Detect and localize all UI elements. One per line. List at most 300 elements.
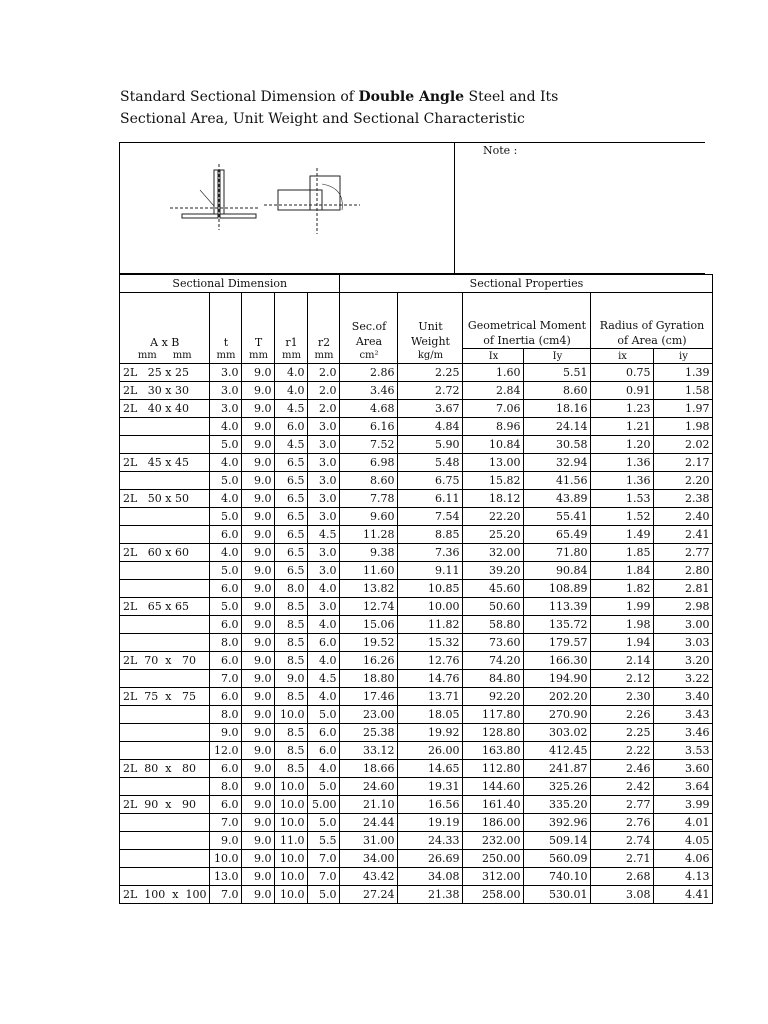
cell-T: 9.0 [242, 724, 275, 742]
cell-T: 9.0 [242, 688, 275, 706]
cell-Iy: 202.20 [524, 688, 591, 706]
cell-area: 34.00 [340, 850, 398, 868]
Ix-unit: Ix [463, 349, 524, 364]
cell-Ix: 45.60 [463, 580, 524, 598]
cell-size: 2L 40 x 40 [120, 400, 210, 418]
cell-area: 25.38 [340, 724, 398, 742]
cell-Ix: 84.80 [463, 670, 524, 688]
cell-iy: 3.64 [654, 778, 713, 796]
cell-Ix: 232.00 [463, 832, 524, 850]
cell-ix: 2.22 [591, 742, 654, 760]
cell-size [120, 634, 210, 652]
cell-weight: 19.92 [398, 724, 463, 742]
cell-area: 9.38 [340, 544, 398, 562]
cell-ix: 1.21 [591, 418, 654, 436]
cell-T: 9.0 [242, 544, 275, 562]
cell-r1: 8.5 [275, 634, 308, 652]
cell-ix: 1.99 [591, 598, 654, 616]
cell-ix: 0.75 [591, 364, 654, 382]
cell-Iy: 412.45 [524, 742, 591, 760]
cell-iy: 4.41 [654, 886, 713, 904]
cell-size: 2L 100 x 100 [120, 886, 210, 904]
cell-size: 2L 80 x 80 [120, 760, 210, 778]
cell-weight: 3.67 [398, 400, 463, 418]
b-unit: mm [172, 350, 192, 362]
cell-T: 9.0 [242, 868, 275, 886]
cell-r1: 4.5 [275, 436, 308, 454]
cell-Ix: 7.06 [463, 400, 524, 418]
cell-T: 9.0 [242, 652, 275, 670]
table-row [120, 652, 713, 670]
cell-iy: 4.05 [654, 832, 713, 850]
cell-Ix: 39.20 [463, 562, 524, 580]
cell-Ix: 10.84 [463, 436, 524, 454]
cell-ix: 0.91 [591, 382, 654, 400]
cell-T: 9.0 [242, 436, 275, 454]
cell-T: 9.0 [242, 364, 275, 382]
cell-r2: 3.0 [308, 472, 340, 490]
cell-ix: 2.76 [591, 814, 654, 832]
cell-ix: 1.85 [591, 544, 654, 562]
cell-iy: 3.60 [654, 760, 713, 778]
cell-T: 9.0 [242, 886, 275, 904]
table-row [120, 814, 713, 832]
cell-Ix: 163.80 [463, 742, 524, 760]
cell-T: 9.0 [242, 526, 275, 544]
cell-r1: 8.5 [275, 616, 308, 634]
cell-Ix: 58.80 [463, 616, 524, 634]
cell-r2: 2.0 [308, 382, 340, 400]
cell-t: 9.0 [210, 724, 242, 742]
cell-weight: 14.65 [398, 760, 463, 778]
cell-t: 7.0 [210, 814, 242, 832]
cell-size [120, 868, 210, 886]
cell-t: 5.0 [210, 472, 242, 490]
cell-iy: 4.13 [654, 868, 713, 886]
cell-t: 5.0 [210, 562, 242, 580]
cell-ix: 2.46 [591, 760, 654, 778]
table-row [120, 868, 713, 886]
table-body [120, 364, 713, 904]
cell-area: 24.44 [340, 814, 398, 832]
cell-size: 2L 60 x 60 [120, 544, 210, 562]
cell-iy: 3.00 [654, 616, 713, 634]
cell-weight: 19.19 [398, 814, 463, 832]
cell-area: 2.86 [340, 364, 398, 382]
cell-ix: 1.98 [591, 616, 654, 634]
cell-ix: 1.94 [591, 634, 654, 652]
cell-ix: 1.52 [591, 508, 654, 526]
table-row [120, 688, 713, 706]
cell-weight: 12.76 [398, 652, 463, 670]
cell-Ix: 117.80 [463, 706, 524, 724]
cell-t: 3.0 [210, 400, 242, 418]
cell-weight: 10.85 [398, 580, 463, 598]
cell-t: 4.0 [210, 544, 242, 562]
cell-ix: 2.42 [591, 778, 654, 796]
cell-size: 2L 25 x 25 [120, 364, 210, 382]
a-unit: mm [137, 350, 157, 362]
cell-size [120, 526, 210, 544]
cell-ix: 1.36 [591, 472, 654, 490]
cell-t: 13.0 [210, 868, 242, 886]
cell-size [120, 472, 210, 490]
cell-iy: 3.53 [654, 742, 713, 760]
cell-area: 3.46 [340, 382, 398, 400]
cell-t: 5.0 [210, 598, 242, 616]
table-row [120, 454, 713, 472]
cell-Iy: 18.16 [524, 400, 591, 418]
table-row [120, 634, 713, 652]
cell-r2: 6.0 [308, 742, 340, 760]
cell-T: 9.0 [242, 418, 275, 436]
cell-area: 18.80 [340, 670, 398, 688]
cell-Ix: 258.00 [463, 886, 524, 904]
table-row [120, 580, 713, 598]
cell-iy: 2.02 [654, 436, 713, 454]
cell-size [120, 742, 210, 760]
table-row [120, 670, 713, 688]
r2-header: r2 [308, 293, 340, 349]
cell-r2: 4.5 [308, 670, 340, 688]
cell-ix: 1.84 [591, 562, 654, 580]
cell-weight: 14.76 [398, 670, 463, 688]
cell-Iy: 509.14 [524, 832, 591, 850]
cell-r1: 4.0 [275, 364, 308, 382]
cell-Ix: 50.60 [463, 598, 524, 616]
cell-ix: 1.53 [591, 490, 654, 508]
note-divider [454, 142, 455, 274]
table-row [120, 724, 713, 742]
cell-weight: 24.33 [398, 832, 463, 850]
cell-iy: 1.98 [654, 418, 713, 436]
cell-weight: 5.48 [398, 454, 463, 472]
cell-T: 9.0 [242, 850, 275, 868]
cell-r2: 5.5 [308, 832, 340, 850]
cell-iy: 4.01 [654, 814, 713, 832]
weight-unit: kg/m [398, 349, 463, 364]
cell-ix: 2.77 [591, 796, 654, 814]
cell-T: 9.0 [242, 382, 275, 400]
cell-Ix: 25.20 [463, 526, 524, 544]
cell-ix: 1.49 [591, 526, 654, 544]
cell-Ix: 32.00 [463, 544, 524, 562]
cell-Iy: 32.94 [524, 454, 591, 472]
cell-t: 6.0 [210, 652, 242, 670]
cell-size [120, 616, 210, 634]
cell-r2: 2.0 [308, 400, 340, 418]
cell-r2: 3.0 [308, 490, 340, 508]
cell-area: 31.00 [340, 832, 398, 850]
cell-weight: 15.32 [398, 634, 463, 652]
cell-r2: 3.0 [308, 544, 340, 562]
cell-r2: 5.0 [308, 706, 340, 724]
cell-Iy: 71.80 [524, 544, 591, 562]
cell-r2: 3.0 [308, 436, 340, 454]
cell-T: 9.0 [242, 616, 275, 634]
cell-t: 7.0 [210, 670, 242, 688]
sectional-properties-header: Sectional Properties [340, 275, 713, 293]
cell-ix: 2.74 [591, 832, 654, 850]
cell-Iy: 530.01 [524, 886, 591, 904]
r1-header: r1 [275, 293, 308, 349]
cell-r2: 5.00 [308, 796, 340, 814]
cell-r2: 3.0 [308, 418, 340, 436]
table-row [120, 490, 713, 508]
cell-t: 6.0 [210, 796, 242, 814]
cell-size [120, 580, 210, 598]
cell-size: 2L 70 x 70 [120, 652, 210, 670]
cell-t: 5.0 [210, 436, 242, 454]
cell-iy: 2.38 [654, 490, 713, 508]
cell-iy: 2.80 [654, 562, 713, 580]
cell-weight: 26.00 [398, 742, 463, 760]
cell-T: 9.0 [242, 742, 275, 760]
cell-weight: 26.69 [398, 850, 463, 868]
cell-T: 9.0 [242, 706, 275, 724]
table-row [120, 436, 713, 454]
table-row [120, 598, 713, 616]
cell-r2: 3.0 [308, 454, 340, 472]
cell-area: 4.68 [340, 400, 398, 418]
cell-Ix: 2.84 [463, 382, 524, 400]
cell-t: 6.0 [210, 526, 242, 544]
r1-unit: mm [275, 349, 308, 364]
cell-size: 2L 50 x 50 [120, 490, 210, 508]
cell-weight: 21.38 [398, 886, 463, 904]
cell-r1: 6.5 [275, 508, 308, 526]
cell-Ix: 144.60 [463, 778, 524, 796]
cell-ix: 1.82 [591, 580, 654, 598]
cell-Ix: 8.96 [463, 418, 524, 436]
cell-t: 8.0 [210, 778, 242, 796]
cell-weight: 4.84 [398, 418, 463, 436]
cell-weight: 8.85 [398, 526, 463, 544]
table-row [120, 382, 713, 400]
cell-r2: 6.0 [308, 724, 340, 742]
table-row [120, 418, 713, 436]
cell-weight: 6.11 [398, 490, 463, 508]
cell-Iy: 90.84 [524, 562, 591, 580]
cell-T: 9.0 [242, 670, 275, 688]
cell-iy: 2.77 [654, 544, 713, 562]
cell-area: 13.82 [340, 580, 398, 598]
cell-r1: 10.0 [275, 796, 308, 814]
cell-T: 9.0 [242, 598, 275, 616]
cell-T: 9.0 [242, 634, 275, 652]
cell-area: 18.66 [340, 760, 398, 778]
cell-area: 27.24 [340, 886, 398, 904]
cell-area: 15.06 [340, 616, 398, 634]
cell-r1: 6.5 [275, 454, 308, 472]
cell-Iy: 392.96 [524, 814, 591, 832]
cell-T: 9.0 [242, 580, 275, 598]
cell-Iy: 24.14 [524, 418, 591, 436]
double-angle-table [119, 274, 713, 904]
cell-r1: 10.0 [275, 706, 308, 724]
group-header-row [120, 275, 713, 293]
cell-T: 9.0 [242, 562, 275, 580]
cell-area: 43.42 [340, 868, 398, 886]
cell-area: 9.60 [340, 508, 398, 526]
cell-t: 3.0 [210, 364, 242, 382]
cell-Iy: 43.89 [524, 490, 591, 508]
cell-t: 5.0 [210, 508, 242, 526]
cell-Ix: 18.12 [463, 490, 524, 508]
cell-r1: 6.5 [275, 526, 308, 544]
cell-t: 4.0 [210, 490, 242, 508]
cell-r1: 10.0 [275, 868, 308, 886]
cell-r2: 7.0 [308, 868, 340, 886]
cell-Iy: 560.09 [524, 850, 591, 868]
cell-T: 9.0 [242, 796, 275, 814]
cell-r1: 10.0 [275, 886, 308, 904]
cell-Iy: 179.57 [524, 634, 591, 652]
area-unit: cm² [340, 349, 398, 364]
cell-area: 8.60 [340, 472, 398, 490]
cell-ix: 2.71 [591, 850, 654, 868]
cell-area: 12.74 [340, 598, 398, 616]
cell-ix: 2.12 [591, 670, 654, 688]
cell-size [120, 850, 210, 868]
cell-t: 10.0 [210, 850, 242, 868]
cell-ix: 2.25 [591, 724, 654, 742]
cell-area: 7.78 [340, 490, 398, 508]
cell-area: 11.60 [340, 562, 398, 580]
cell-r1: 11.0 [275, 832, 308, 850]
cell-Iy: 740.10 [524, 868, 591, 886]
cell-t: 4.0 [210, 454, 242, 472]
cell-r1: 9.0 [275, 670, 308, 688]
cell-ix: 1.23 [591, 400, 654, 418]
cell-r2: 4.5 [308, 526, 340, 544]
table-row [120, 508, 713, 526]
T-unit: mm [242, 349, 275, 364]
cell-t: 6.0 [210, 760, 242, 778]
unit-weight-header: Unit Weight [398, 293, 463, 349]
cell-iy: 4.06 [654, 850, 713, 868]
cell-size [120, 814, 210, 832]
cell-Ix: 92.20 [463, 688, 524, 706]
cell-Ix: 128.80 [463, 724, 524, 742]
cell-size [120, 670, 210, 688]
sectional-dimension-header: Sectional Dimension [120, 275, 340, 293]
cell-r1: 8.5 [275, 598, 308, 616]
cell-Iy: 41.56 [524, 472, 591, 490]
ix-unit: ix [591, 349, 654, 364]
cell-weight: 5.90 [398, 436, 463, 454]
cell-iy: 1.58 [654, 382, 713, 400]
cell-size [120, 562, 210, 580]
cell-iy: 1.97 [654, 400, 713, 418]
cell-iy: 3.20 [654, 652, 713, 670]
title-bold-text: Double Angle [358, 89, 465, 105]
unit-row [120, 349, 713, 364]
cell-r1: 8.5 [275, 652, 308, 670]
cell-T: 9.0 [242, 472, 275, 490]
cell-ix: 1.20 [591, 436, 654, 454]
cell-ix: 2.26 [591, 706, 654, 724]
table-row [120, 526, 713, 544]
cell-weight: 18.05 [398, 706, 463, 724]
cell-area: 16.26 [340, 652, 398, 670]
cell-r2: 5.0 [308, 814, 340, 832]
cell-t: 7.0 [210, 886, 242, 904]
t-unit: mm [210, 349, 242, 364]
cell-size: 2L 65 x 65 [120, 598, 210, 616]
cell-Iy: 325.26 [524, 778, 591, 796]
r2-unit: mm [308, 349, 340, 364]
cell-size [120, 832, 210, 850]
double-angle-drawing [160, 160, 380, 240]
cell-iy: 3.22 [654, 670, 713, 688]
cell-weight: 2.25 [398, 364, 463, 382]
cell-weight: 19.31 [398, 778, 463, 796]
cell-T: 9.0 [242, 508, 275, 526]
cell-area: 17.46 [340, 688, 398, 706]
cell-t: 3.0 [210, 382, 242, 400]
cell-iy: 2.40 [654, 508, 713, 526]
cell-area: 24.60 [340, 778, 398, 796]
table-row [120, 706, 713, 724]
cell-iy: 3.40 [654, 688, 713, 706]
cell-r2: 3.0 [308, 562, 340, 580]
cell-Ix: 250.00 [463, 850, 524, 868]
cell-iy: 3.46 [654, 724, 713, 742]
cell-iy: 2.17 [654, 454, 713, 472]
cell-weight: 6.75 [398, 472, 463, 490]
cell-size: 2L 30 x 30 [120, 382, 210, 400]
cell-Ix: 74.20 [463, 652, 524, 670]
cell-ix: 1.36 [591, 454, 654, 472]
cell-Ix: 161.40 [463, 796, 524, 814]
cell-weight: 2.72 [398, 382, 463, 400]
cell-Iy: 30.58 [524, 436, 591, 454]
table-row [120, 742, 713, 760]
cell-r1: 8.5 [275, 742, 308, 760]
cell-Iy: 166.30 [524, 652, 591, 670]
cell-Ix: 186.00 [463, 814, 524, 832]
cell-Ix: 73.60 [463, 634, 524, 652]
cell-Iy: 303.02 [524, 724, 591, 742]
cell-T: 9.0 [242, 778, 275, 796]
axb-header: A x B [120, 293, 210, 349]
gyration-header: Radius of Gyration of Area (cm) [591, 293, 713, 349]
cell-iy: 3.43 [654, 706, 713, 724]
cell-r1: 8.0 [275, 580, 308, 598]
cell-T: 9.0 [242, 454, 275, 472]
cell-Iy: 5.51 [524, 364, 591, 382]
cell-iy: 2.41 [654, 526, 713, 544]
cell-size [120, 778, 210, 796]
T-header: T [242, 293, 275, 349]
cell-t: 8.0 [210, 634, 242, 652]
cell-weight: 7.36 [398, 544, 463, 562]
cell-Ix: 112.80 [463, 760, 524, 778]
t-header: t [210, 293, 242, 349]
cell-t: 4.0 [210, 418, 242, 436]
cell-Iy: 241.87 [524, 760, 591, 778]
cell-T: 9.0 [242, 490, 275, 508]
table-row [120, 364, 713, 382]
cell-r1: 10.0 [275, 814, 308, 832]
cell-Ix: 13.00 [463, 454, 524, 472]
cell-ix: 2.14 [591, 652, 654, 670]
cell-r2: 4.0 [308, 580, 340, 598]
cell-Ix: 1.60 [463, 364, 524, 382]
cell-t: 9.0 [210, 832, 242, 850]
Iy-unit: Iy [524, 349, 591, 364]
